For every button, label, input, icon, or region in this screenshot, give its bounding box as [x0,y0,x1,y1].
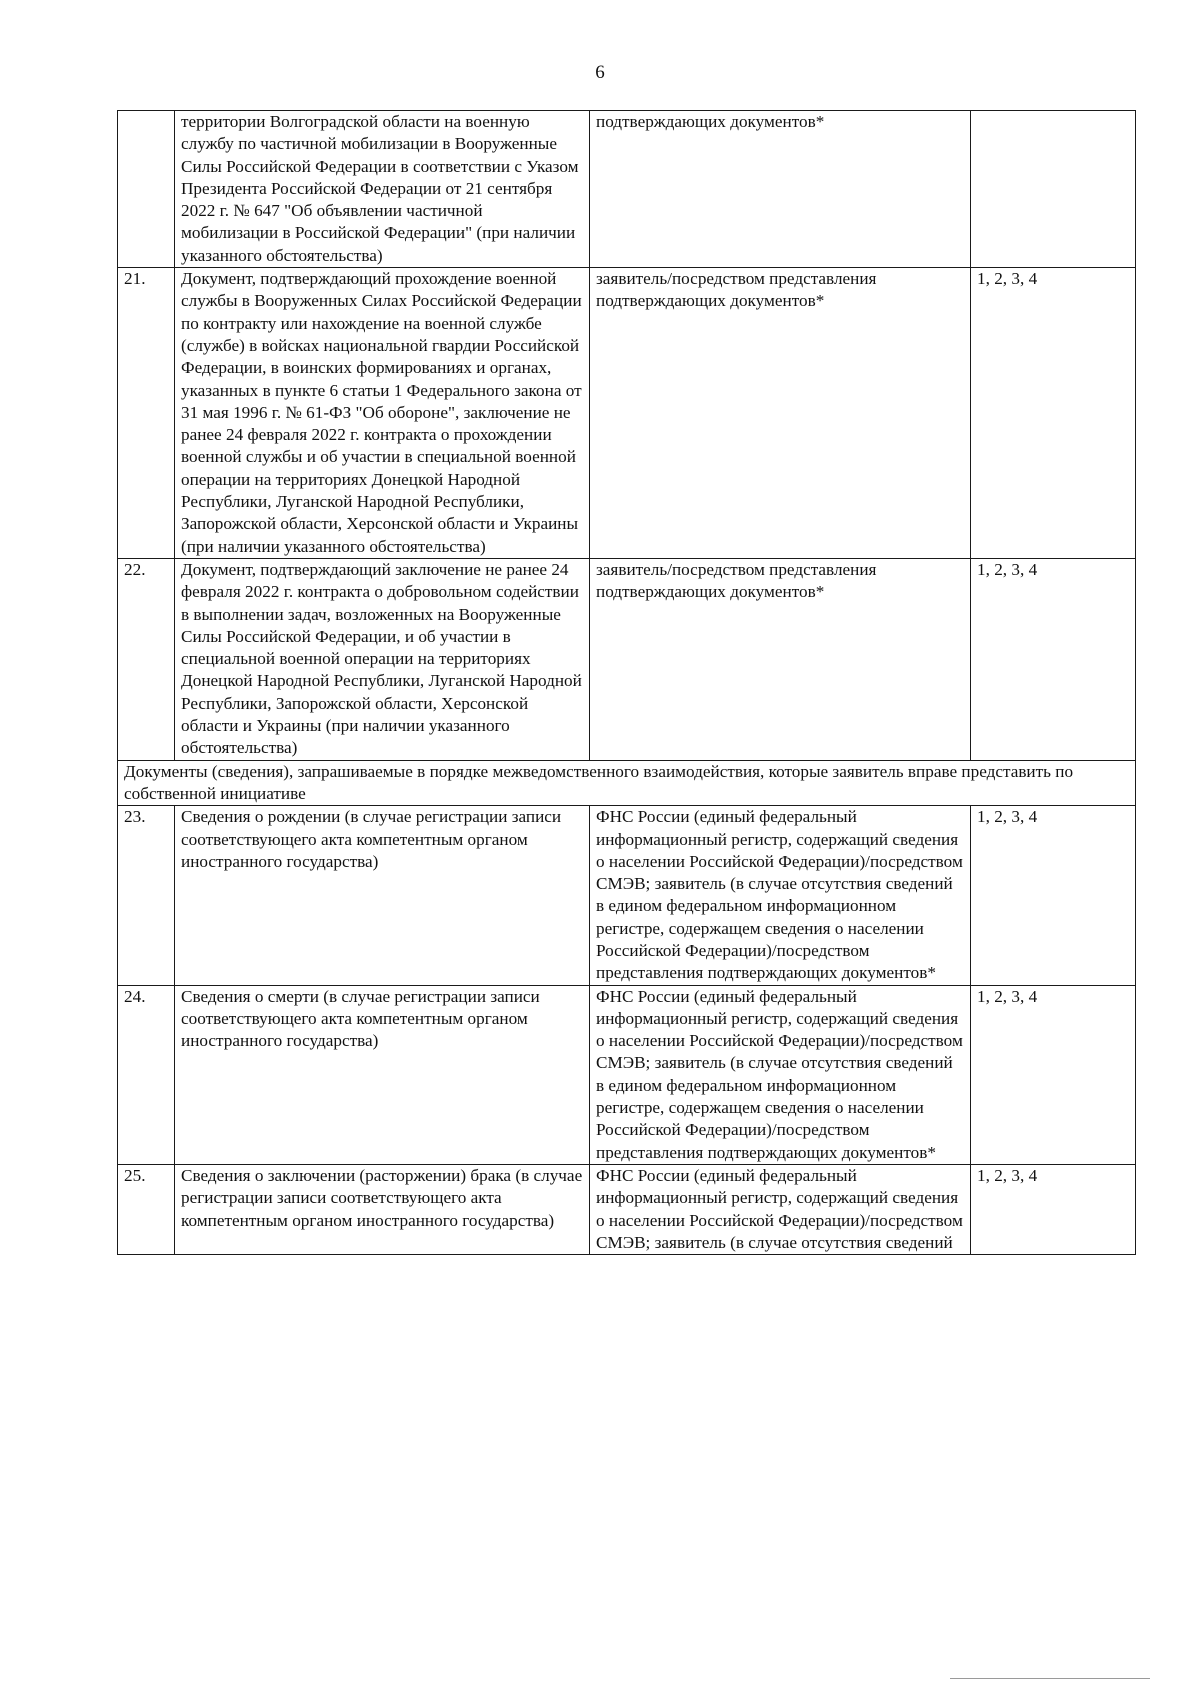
document-name: Сведения о заключении (расторжении) брака (в случае регистрации записи соответствующего акта компетентным органом иностранного государства) [175,1164,590,1254]
table-row [118,985,1136,1164]
category-codes: 1, 2, 3, 4 [971,1164,1136,1254]
row-number: 24. [118,985,175,1164]
table-row [118,268,1136,559]
document-source: ФНС России (единый федеральный информационный регистр, содержащий сведения о населении Российской Федерации)/посредством СМЭВ; заявитель (в случае отсутствия сведений [590,1164,971,1254]
page-number: 6 [595,62,605,83]
documents-table [117,110,1136,1255]
table-row [118,558,1136,760]
footer-divider [950,1678,1150,1679]
document-name: Документ, подтверждающий заключение не ранее 24 февраля 2022 г. контракта о добровольном содействии в выполнении задач, возложенных на Вооруженные Силы Российской Федерации, и об участии в специальной военной операции на территориях Донецкой Народной Республики, Луганской Народной Республики, Запорожской области, Херсонской области и Украины (при наличии указанного обстоятельства) [175,558,590,760]
section-heading: Документы (сведения), запрашиваемые в порядке межведомственного взаимодействия, которые заявитель вправе представить по собственной инициативе [118,760,1136,806]
section-row [118,760,1136,806]
row-number: 25. [118,1164,175,1254]
document-source: ФНС России (единый федеральный информационный регистр, содержащий сведения о населении Российской Федерации)/посредством СМЭВ; заявитель (в случае отсутствия сведений в едином федеральном информационном регистре, содержащем сведения о населении Российской Федерации)/посредством представления подтверждающих документов* [590,806,971,985]
document-source: подтверждающих документов* [590,111,971,268]
category-codes: 1, 2, 3, 4 [971,558,1136,760]
row-number: 22. [118,558,175,760]
category-codes [971,111,1136,268]
document-source: заявитель/посредством представления подтверждающих документов* [590,558,971,760]
document-source: ФНС России (единый федеральный информационный регистр, содержащий сведения о населении Российской Федерации)/посредством СМЭВ; заявитель (в случае отсутствия сведений в едином федеральном информационном регистре, содержащем сведения о населении Российской Федерации)/посредством представления подтверждающих документов* [590,985,971,1164]
document-name: территории Волгоградской области на военную службу по частичной мобилизации в Вооруженные Силы Российской Федерации в соответствии с Указом Президента Российской Федерации от 21 сентября 2022 г. № 647 "Об объявлении частичной мобилизации в Российской Федерации" (при наличии указанного обстоятельства) [175,111,590,268]
document-source: заявитель/посредством представления подтверждающих документов* [590,268,971,559]
document-name: Документ, подтверждающий прохождение военной службы в Вооруженных Силах Российской Федерации по контракту или нахождение на военной службе (службе) в войсках национальной гвардии Российской Федерации, в воинских формированиях и органах, указанных в пункте 6 статьи 1 Федерального закона от 31 мая 1996 г. № 61-ФЗ "Об обороне", заключение не ранее 24 февраля 2022 г. контракта о прохождении военной службы и об участии в специальной военной операции на территориях Донецкой Народной Республики, Луганской Народной Республики, Запорожской области, Херсонской области и Украины (при наличии указанного обстоятельства) [175,268,590,559]
row-number: 23. [118,806,175,985]
table-row [118,806,1136,985]
row-number: 21. [118,268,175,559]
document-name: Сведения о смерти (в случае регистрации записи соответствующего акта компетентным органом иностранного государства) [175,985,590,1164]
table-row [118,111,1136,268]
category-codes: 1, 2, 3, 4 [971,268,1136,559]
category-codes: 1, 2, 3, 4 [971,806,1136,985]
document-name: Сведения о рождении (в случае регистрации записи соответствующего акта компетентным органом иностранного государства) [175,806,590,985]
table-row [118,1164,1136,1254]
row-number [118,111,175,268]
category-codes: 1, 2, 3, 4 [971,985,1136,1164]
